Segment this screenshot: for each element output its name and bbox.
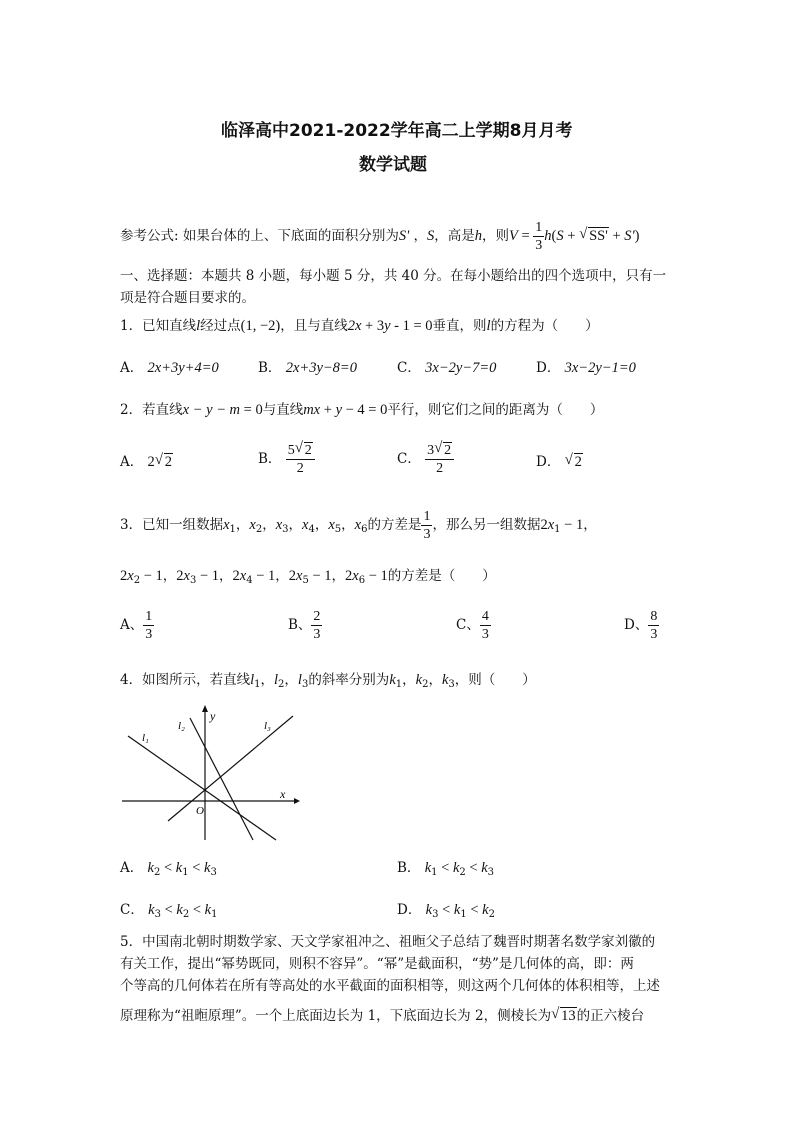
y-axis-arrow: [202, 705, 208, 712]
question-4-stem: 4．如图所示，若直线$l_1$，$l_2$，$l_3$的斜率分别为$k_1$，$k_2$，$k_3$，则（ ）: [120, 672, 536, 690]
line-l2: [190, 718, 253, 840]
question-3-stem-line2: $2x_2 - 1$，$2x_3 - 1$，$2x_4 - 1$，$2x_5 - 1$，$2x_6 - 1$的方差是（ ）: [120, 568, 496, 586]
question-4-option-d[interactable]: D． $k_3 < k_1 < k_2$: [397, 902, 495, 920]
formula-prefix: 参考公式: 如果台体的上、下底面的面积分别为: [120, 228, 399, 244]
label-y: y: [210, 709, 216, 723]
question-3-option-b[interactable]: B、 $\frac{2}{3}$: [288, 609, 321, 642]
section-heading-line2: 项是符合题目要求的。: [120, 290, 255, 306]
exam-subtitle: 数学试题: [359, 155, 427, 175]
label-l2: l₂: [178, 720, 185, 732]
label-x: x: [280, 787, 286, 801]
label-origin: O: [196, 805, 204, 817]
question-2-option-a[interactable]: A． 2√ 2: [120, 452, 173, 472]
reference-formula: 参考公式: 如果台体的上、下底面的面积分别为S' ，S，高是h，则V = $\frac{1}{3}$ h(S + √ SS' + S'): [120, 219, 639, 254]
question-4-option-c[interactable]: C． $k_3 < k_2 < k_1$: [120, 902, 218, 920]
question-3-option-c[interactable]: C、 $\frac{4}{3}$: [456, 609, 489, 642]
question-2-stem: 2．若直线x − y − m = 0与直线mx + y − 4 = 0平行，则它们之间的距离为（ ）: [120, 402, 604, 418]
question-4-option-b[interactable]: B． $k_1 < k_2 < k_3$: [397, 860, 495, 878]
formula-then: ，则: [482, 228, 509, 244]
question-5-line2: 有关工作，提出“幂势既同，则积不容异”。“幂”是截面积，“势”是几何体的高，即：两: [120, 956, 634, 972]
question-5-line1: 5．中国南北朝时期数学家、天文学家祖冲之、祖暅父子总结了魏晋时期著名数学家刘徽的: [120, 934, 656, 950]
exam-title: 临泽高中2021-2022学年高二上学期8月月考: [221, 121, 573, 141]
question-1-option-c[interactable]: C． 3x−2y−7=0: [397, 360, 497, 376]
section-heading-line1: 一、选择题：本题共 8 小题，每小题 5 分，共 40 分。在每小题给出的四个选项中，只有一: [120, 268, 667, 284]
question-2-option-c[interactable]: C． $\frac{3√ 2}{2}$: [397, 442, 454, 477]
formula-mid: ，高是: [434, 228, 475, 244]
label-l1: l₁: [142, 732, 149, 744]
question-1-option-d[interactable]: D． 3x−2y−1=0: [536, 360, 636, 376]
line-l3: [168, 716, 293, 821]
question-5-line4: 原理称为“祖暅原理”。一个上底面边长为 1，下底面边长为 2，侧棱长为√ 13的正六棱台: [120, 1006, 644, 1026]
question-3-option-d[interactable]: D、 $\frac{8}{3}$: [624, 609, 658, 642]
label-l3: l₃: [264, 720, 271, 732]
line-l1: [128, 736, 276, 840]
question-4-figure: [118, 704, 300, 844]
question-1-option-a[interactable]: A． 2x+3y+4=0: [120, 360, 219, 376]
question-3-option-a[interactable]: A、 $\frac{1}{3}$: [120, 609, 153, 642]
question-2-option-b[interactable]: B． $\frac{5√ 2}{2}$: [258, 442, 315, 477]
x-axis-arrow: [294, 798, 300, 804]
question-2-option-d[interactable]: D． √ 2: [536, 452, 583, 472]
question-3-stem-line1: 3．已知一组数据$x_1$，$x_2$，$x_3$，$x_4$，$x_5$，$x_6$的方差是 $\frac{1}{3}$ ，那么另一组数据$2x_1 - 1$，: [120, 509, 597, 542]
question-5-line3: 个等高的几何体若在所有等高处的水平截面的面积相等，则这两个几何体的体积相等，上述: [120, 978, 660, 994]
question-1-option-b[interactable]: B． 2x+3y−8=0: [258, 360, 357, 376]
question-1-stem: 1．已知直线l经过点(1, −2)，且与直线2x + 3y - 1 = 0垂直，则l的方程为（ ）: [120, 318, 599, 334]
question-4-option-a[interactable]: A． $k_2 < k_1 < k_3$: [120, 860, 217, 878]
